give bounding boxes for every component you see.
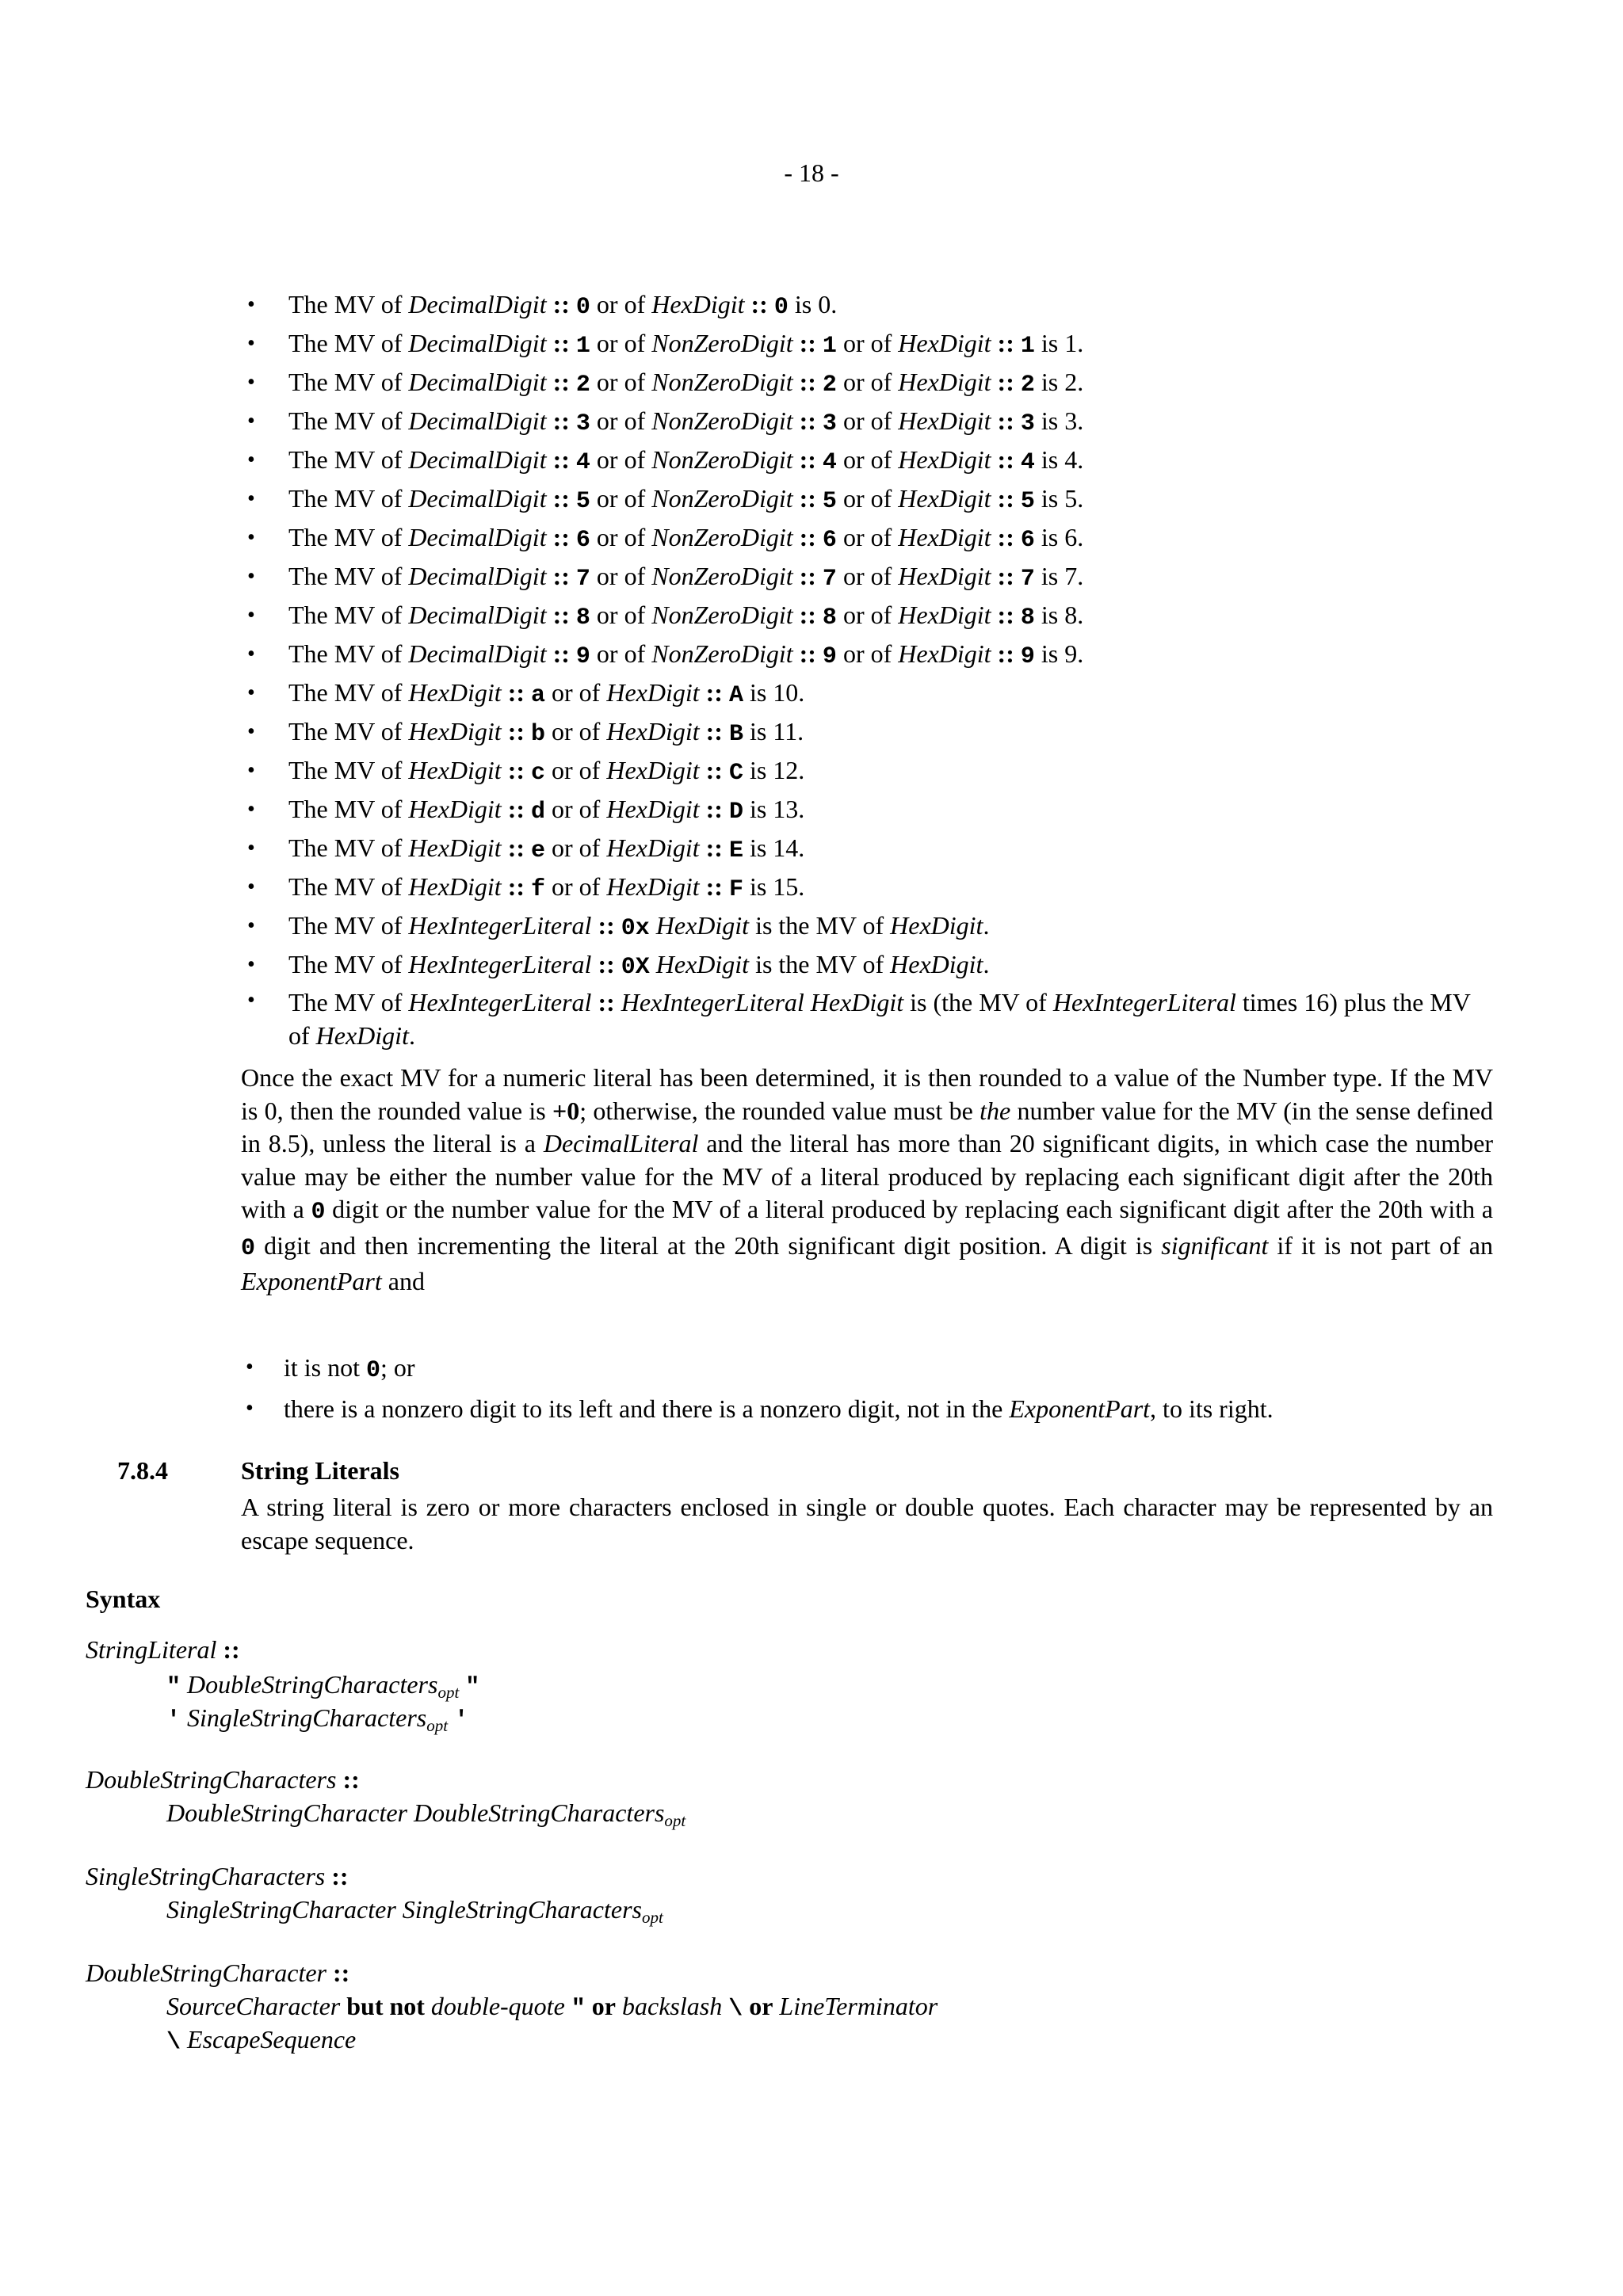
list-item: • The MV of DecimalDigit :: 2 or of NonZeroDigit :: 2 or of HexDigit :: 2 is 2. [241, 363, 1493, 402]
list-item: • The MV of DecimalDigit :: 5 or of NonZeroDigit :: 5 or of HexDigit :: 5 is 5. [241, 479, 1493, 518]
production-single-string-characters: SingleStringCharacters :: [86, 1862, 349, 1890]
list-item: • The MV of HexIntegerLiteral :: 0x HexDigit is the MV of HexDigit. [241, 906, 1493, 945]
list-item: • The MV of DecimalDigit :: 9 or of NonZeroDigit :: 9 or of HexDigit :: 9 is 9. [241, 635, 1493, 673]
section-intro: A string literal is zero or more characters enclosed in single or double quotes. Each character may be represented by an escape sequence. [241, 1493, 1493, 1554]
list-item: • The MV of DecimalDigit :: 7 or of NonZeroDigit :: 7 or of HexDigit :: 7 is 7. [241, 557, 1493, 596]
production-double-string-characters: DoubleStringCharacters :: [86, 1765, 360, 1794]
list-item: • The MV of DecimalDigit :: 8 or of NonZeroDigit :: 8 or of HexDigit :: 8 is 8. [241, 596, 1493, 635]
list-item: • it is not 0; or [241, 1347, 1493, 1388]
production-rhs: DoubleStringCharacter DoubleStringCharacters$_{opt}$ [166, 1798, 686, 1830]
list-item: • The MV of DecimalDigit :: 0 or of HexDigit :: 0 is 0. [241, 285, 1493, 324]
production-rhs: " DoubleStringCharacters$_{opt}$ " [166, 1670, 480, 1702]
list-item: • The MV of DecimalDigit :: 4 or of NonZeroDigit :: 4 or of HexDigit :: 4 is 4. [241, 441, 1493, 479]
production-rhs: \ EscapeSequence [166, 2025, 357, 2056]
list-item: • there is a nonzero digit to its left and there is a nonzero digit, not in the ExponentPart, to its right. [241, 1388, 1493, 1429]
list-item: • The MV of HexDigit :: b or of HexDigit :: B is 11. [241, 712, 1493, 751]
list-item: • The MV of HexDigit :: e or of HexDigit :: E is 14. [241, 829, 1493, 868]
syntax-heading: Syntax [86, 1585, 161, 1613]
list-item: • The MV of DecimalDigit :: 6 or of NonZeroDigit :: 6 or of HexDigit :: 6 is 6. [241, 518, 1493, 557]
list-item: • The MV of DecimalDigit :: 1 or of NonZeroDigit :: 1 or of HexDigit :: 1 is 1. [241, 324, 1493, 363]
section-title: String Literals [241, 1456, 399, 1485]
list-item: • The MV of HexDigit :: f or of HexDigit :: F is 15. [241, 868, 1493, 906]
list-item: • The MV of HexDigit :: d or of HexDigit :: D is 13. [241, 790, 1493, 829]
production-rhs: SourceCharacter but not double-quote " or backslash \ or LineTerminator [166, 1992, 938, 2023]
section-number: 7.8.4 [117, 1456, 168, 1485]
production-double-string-character: DoubleStringCharacter :: [86, 1958, 350, 1987]
mv-list [241, 285, 1493, 1052]
list-item: • The MV of HexIntegerLiteral :: 0X HexDigit is the MV of HexDigit. [241, 945, 1493, 984]
production-rhs: ' SingleStringCharacters$_{opt}$ ' [166, 1703, 469, 1735]
page-number: - 18 - [784, 158, 839, 187]
list-item: • The MV of HexDigit :: c or of HexDigit :: C is 12. [241, 751, 1493, 790]
significant-digit-list [241, 1347, 1493, 1429]
rounding-paragraph: Once the exact MV for a numeric literal has been determined, it is then rounded to a value of the Number type. If the MV is 0, then the rounded value is +0; otherwise, the rounded value must be the number value for the MV (in the sense defined in 8.5), unless the literal is a DecimalLiteral and the literal has more than 20 significant digits, in which case the number value may be either the number value for the MV of a literal produced by replacing each significant digit after the 20th with a 0 digit or the number value for the MV of a literal produced by replacing each significant digit after the 20th with a 0 digit and then incrementing the literal at the 20th significant digit position. A digit is significant if it is not part of an ExponentPart and [241, 1063, 1494, 1295]
list-item: • The MV of HexDigit :: a or of HexDigit :: A is 10. [241, 673, 1493, 712]
list-item: • The MV of HexIntegerLiteral :: HexIntegerLiteral HexDigit is (the MV of HexIntegerLiteral times 16) plus the MV of HexDigit. [241, 984, 1493, 1052]
production-rhs: SingleStringCharacter SingleStringCharacters$_{opt}$ [166, 1895, 663, 1927]
production-string-literal: StringLiteral :: [86, 1635, 240, 1664]
list-item: • The MV of DecimalDigit :: 3 or of NonZeroDigit :: 3 or of HexDigit :: 3 is 3. [241, 402, 1493, 441]
